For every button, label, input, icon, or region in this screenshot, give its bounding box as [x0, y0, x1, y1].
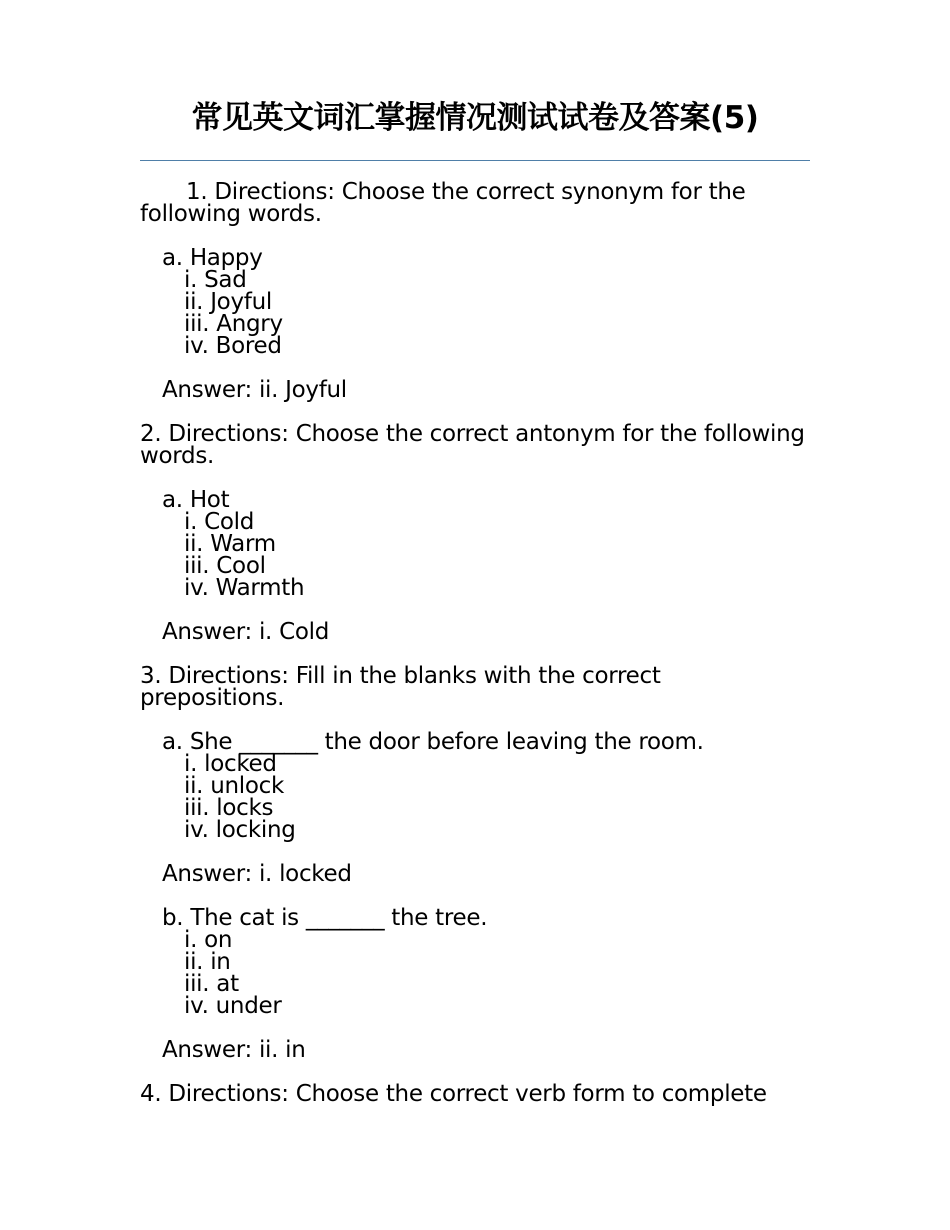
question-3b-stem: b. The cat is _______ the tree.: [162, 905, 488, 931]
question-3a-options: [184, 753, 810, 841]
option-item: ii. Joyful: [184, 289, 272, 315]
document-body: [140, 181, 810, 1127]
question-3a-stem: a. She _______ the door before leaving the room.: [162, 729, 704, 755]
section-4-directions: 4. Directions: Choose the correct verb form to complete: [140, 1081, 767, 1107]
option-item: iv. Bored: [184, 333, 282, 359]
section-3-directions: 3. Directions: Fill in the blanks with the correct prepositions.: [140, 663, 661, 711]
option-item: iii. Cool: [184, 553, 266, 579]
option-item: ii. unlock: [184, 773, 284, 799]
question-2a-options: [184, 511, 810, 599]
option-item: iv. locking: [184, 817, 296, 843]
question-3b-answer: Answer: ii. in: [162, 1037, 306, 1063]
option-item: ii. Warm: [184, 531, 276, 557]
question-1a-stem: a. Happy: [162, 245, 263, 271]
option-item: iii. at: [184, 971, 239, 997]
option-item: i. locked: [184, 751, 277, 777]
section-2-directions: 2. Directions: Choose the correct antonym for the following words.: [140, 421, 805, 469]
question-1a-answer: Answer: ii. Joyful: [162, 377, 347, 403]
question-2a-stem: a. Hot: [162, 487, 230, 513]
title-divider: [140, 160, 810, 161]
option-item: i. Cold: [184, 509, 255, 535]
option-item: iv. Warmth: [184, 575, 305, 601]
option-item: iii. Angry: [184, 311, 283, 337]
question-3b-options: [184, 929, 810, 1017]
question-3a-answer: Answer: i. locked: [162, 861, 352, 887]
question-2a-answer: Answer: i. Cold: [162, 619, 330, 645]
option-item: i. on: [184, 927, 233, 953]
section-1-directions: 1. Directions: Choose the correct synonym for the following words.: [140, 179, 746, 227]
option-item: iv. under: [184, 993, 282, 1019]
option-item: i. Sad: [184, 267, 247, 293]
question-1a-options: [184, 269, 810, 357]
option-item: iii. locks: [184, 795, 274, 821]
option-item: ii. in: [184, 949, 231, 975]
page-title: 常见英文词汇掌握情况测试试卷及答案(5): [191, 100, 759, 136]
